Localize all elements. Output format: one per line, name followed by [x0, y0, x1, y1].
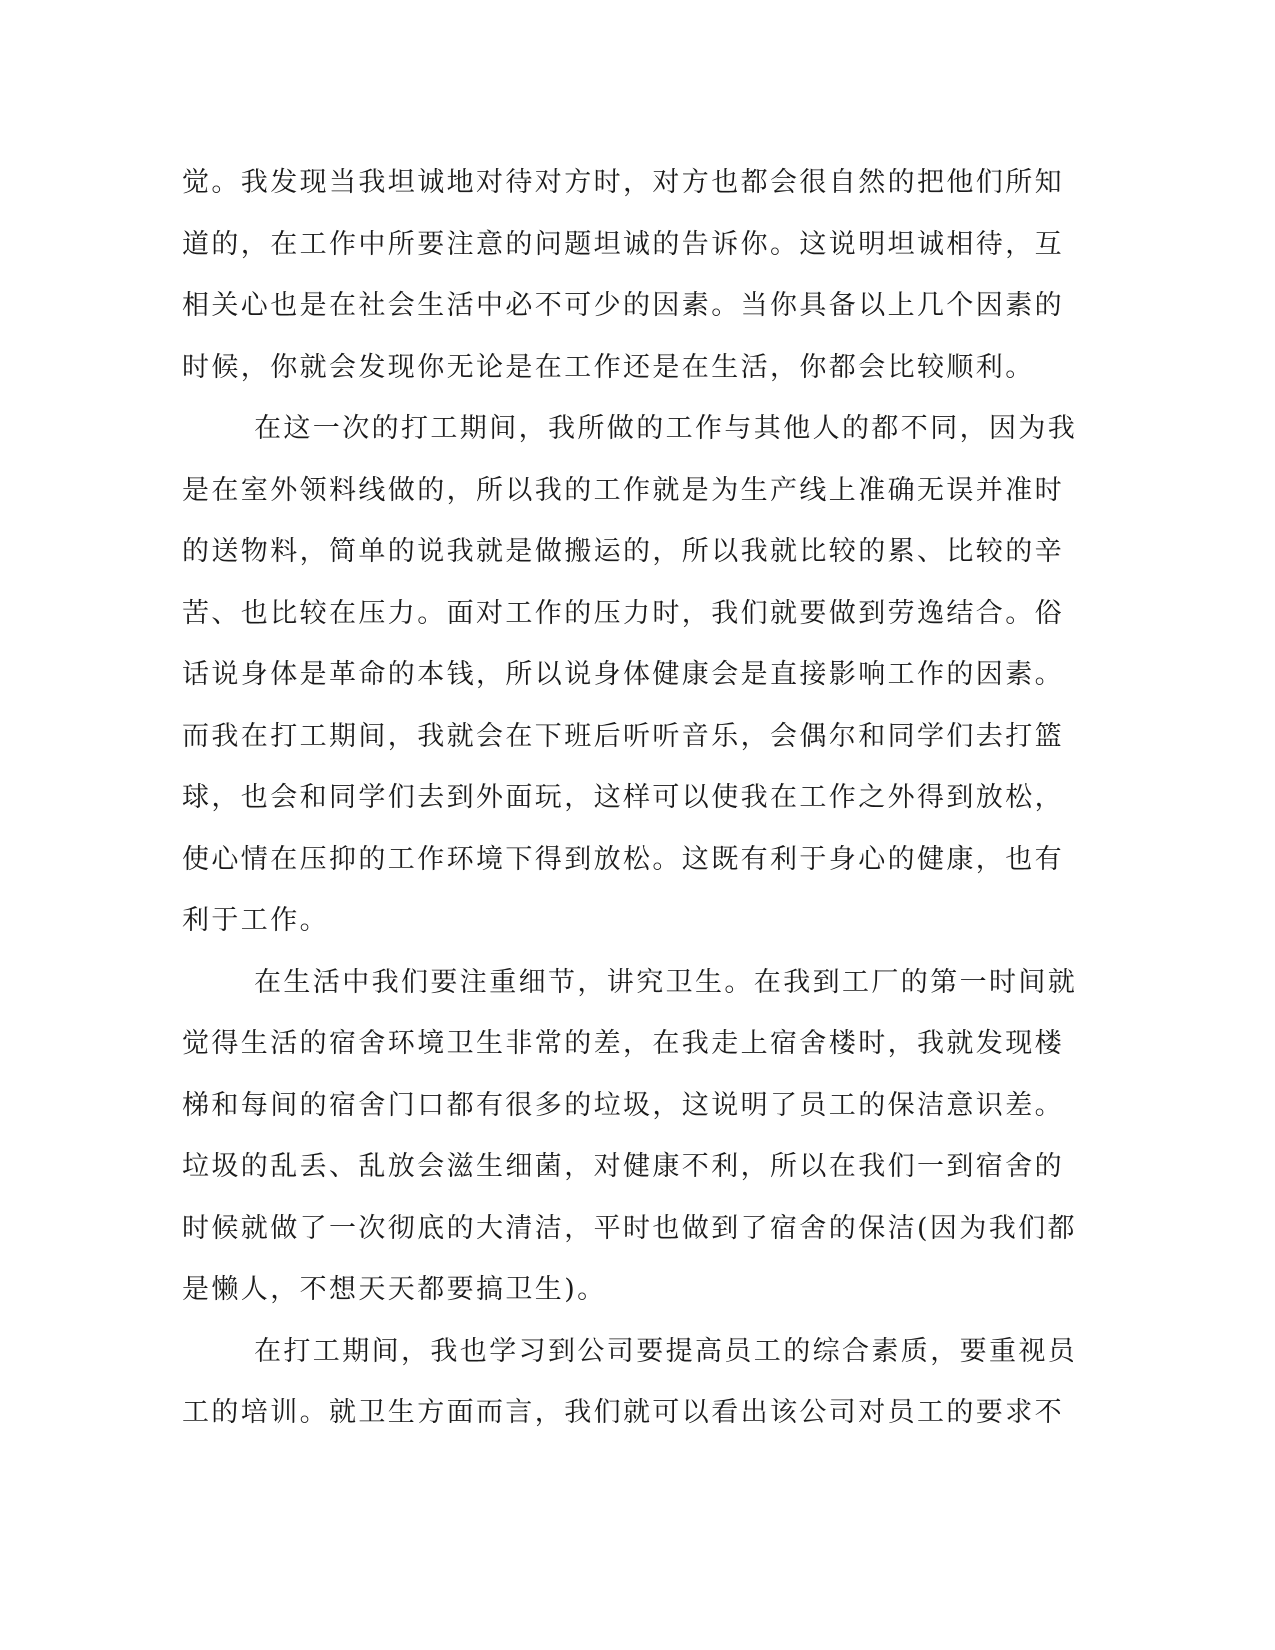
text-line: 的送物料，简单的说我就是做搬运的，所以我就比较的累、比较的辛 [182, 536, 1064, 567]
paragraph-first-line: 在这一次的打工期间，我所做的工作与其他人的都不同，因为我 [254, 413, 1078, 444]
text-line: 苦、也比较在压力。面对工作的压力时，我们就要做到劳逸结合。俗 [182, 597, 1064, 629]
text-line: 垃圾的乱丢、乱放会滋生细菌，对健康不利，所以在我们一到宿舍的 [182, 1151, 1064, 1182]
text-line: 是懒人，不想天天都要搞卫生)。 [182, 1274, 607, 1305]
document-body [182, 152, 1078, 1444]
paragraph-first-line: 在生活中我们要注重细节，讲究卫生。在我到工厂的第一时间就 [254, 966, 1078, 998]
text-line: 利于工作。 [182, 905, 329, 936]
text-line: 觉。我发现当我坦诚地对待对方时，对方也都会很自然的把他们所知 [182, 167, 1064, 198]
text-line: 而我在打工期间，我就会在下班后听听音乐，会偶尔和同学们去打篮 [182, 720, 1064, 752]
text-line: 道的，在工作中所要注意的问题坦诚的告诉你。这说明坦诚相待，互 [182, 228, 1064, 260]
paragraph-first-line: 在打工期间，我也学习到公司要提高员工的综合素质，要重视员 [254, 1335, 1078, 1367]
text-line: 球，也会和同学们去到外面玩，这样可以使我在工作之外得到放松， [182, 782, 1064, 813]
text-line: 相关心也是在社会生活中必不可少的因素。当你具备以上几个因素的 [182, 290, 1064, 321]
text-line: 使心情在压抑的工作环境下得到放松。这既有利于身心的健康，也有 [182, 843, 1064, 875]
text-line: 梯和每间的宿舍门口都有很多的垃圾，这说明了员工的保洁意识差。 [182, 1089, 1064, 1121]
text-line: 是在室外领料线做的，所以我的工作就是为生产线上准确无误并准时 [182, 474, 1064, 506]
text-line: 觉得生活的宿舍环境卫生非常的差，在我走上宿舍楼时，我就发现楼 [182, 1028, 1064, 1059]
text-line: 工的培训。就卫生方面而言，我们就可以看出该公司对员工的要求不 [182, 1397, 1064, 1428]
text-line: 话说身体是革命的本钱，所以说身体健康会是直接影响工作的因素。 [182, 659, 1064, 690]
text-line: 时候，你就会发现你无论是在工作还是在生活，你都会比较顺利。 [182, 351, 1035, 383]
text-line: 时候就做了一次彻底的大清洁，平时也做到了宿舍的保洁(因为我们都 [182, 1212, 1077, 1244]
